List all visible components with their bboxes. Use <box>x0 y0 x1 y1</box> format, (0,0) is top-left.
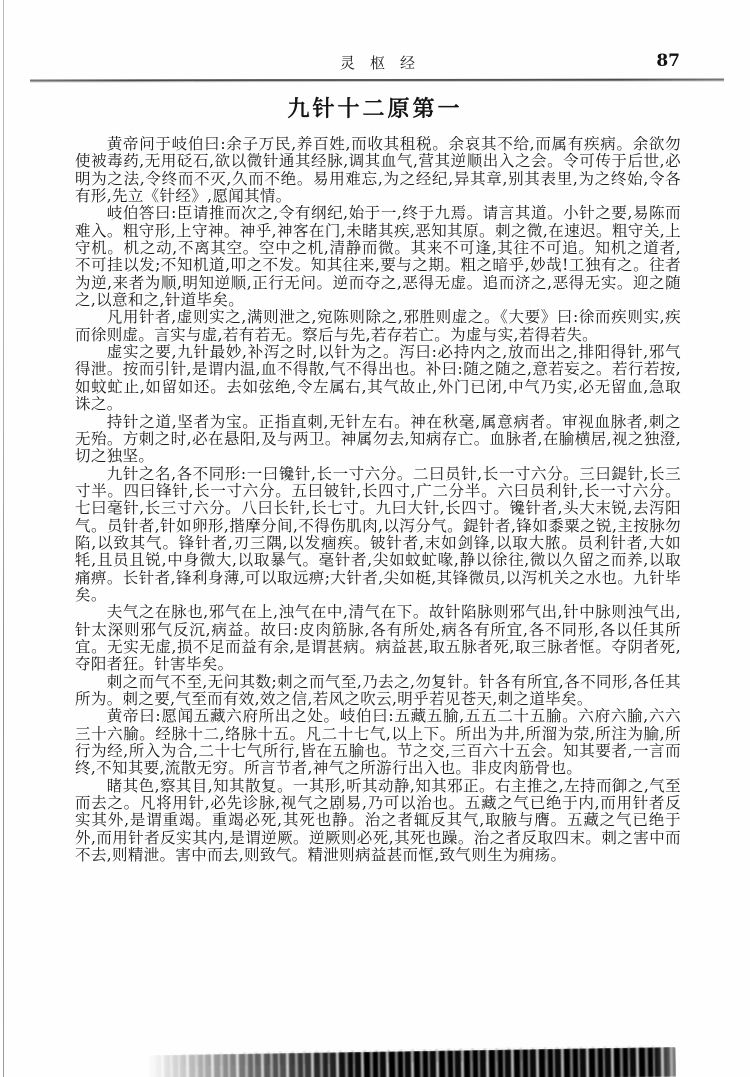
body-paragraph: 夫气之在脉也,邪气在上,浊气在中,清气在下。故针陷脉则邪气出,针中脉则浊气出,针太深则邪气反沉,病益。故曰:皮肉筋脉,各有所处,病各有所宜,各不同形,各以任其所宜。无实无虚,损不足而益有余,是谓甚病。病益甚,取五脉者死,取三脉者恇。夺阴者死,夺阳者狂。针害毕矣。 <box>75 603 681 674</box>
body-paragraph: 黄帝问于岐伯曰:余子万民,养百姓,而收其租税。余哀其不给,而属有疾病。余欲勿使被毒药,无用砭石,欲以微针通其经脉,调其血气,营其逆顺出入之会。令可传于后世,必明为之法,令终而不灭,久而不绝。易用难忘,为之经纪,异其章,别其表里,为之终始,令各有形,先立《针经》,愿闻其情。 <box>75 135 681 206</box>
scan-edge-artifact <box>3 0 4 1077</box>
body-paragraph: 黄帝曰:愿闻五藏六府所出之处。岐伯曰:五藏五腧,五五二十五腧。六府六腧,六六三十六腧。经脉十二,络脉十五。凡二十七气,以上下。所出为井,所溜为荥,所注为腧,所行为经,所入为合,二十七气所行,皆在五腧也。节之交,三百六十五会。知其要者,一言而终,不知其要,流散无穷。所言节者,神气之所游行出入也。非皮肉筋骨也。 <box>75 707 681 778</box>
header-rule <box>30 79 724 82</box>
page-number: 87 <box>656 51 680 71</box>
body-paragraph: 睹其色,察其目,知其散复。一其形,听其动静,知其邪正。右主推之,左持而御之,气至而去之。凡将用针,必先诊脉,视气之剧易,乃可以治也。五藏之气已绝于内,而用针者反实其外,是谓重竭。重竭必死,其死也静。治之者辄反其气,取腋与膺。五藏之气已绝于外,而用针者反实其内,是谓逆厥。逆厥则必死,其死也躁。治之者反取四末。刺之害中而不去,则精泄。害中而去,则致气。精泄则病益甚而恇,致气则生为痈疡。 <box>75 776 681 865</box>
body-paragraph: 持针之道,坚者为宝。正指直刺,无针左右。神在秋毫,属意病者。审视血脉者,刺之无殆。方刺之时,必在悬阳,及与两卫。神属勿去,知病存亡。血脉者,在腧横居,视之独澄,切之独坚。 <box>75 412 681 466</box>
body-paragraph: 岐伯答曰:臣请推而次之,令有纲纪,始于一,终于九焉。请言其道。小针之要,易陈而难入。粗守形,上守神。神乎,神客在门,未睹其疾,恶知其原。刺之微,在速迟。粗守关,上守机。机之动,不离其空。空中之机,清静而微。其来不可逢,其往不可追。知机之道者,不可挂以发;不知机道,叩之不发。知其往来,要与之期。粗之暗乎,妙哉!工独有之。往者为逆,来者为顺,明知逆顺,正行无问。逆而夺之,恶得无虚。追而济之,恶得无实。迎之随之,以意和之,针道毕矣。 <box>75 204 681 310</box>
chapter-title: 九针十二原第一 <box>287 96 463 122</box>
body-text <box>75 136 681 864</box>
body-paragraph: 凡用针者,虚则实之,满则泄之,宛陈则除之,邪胜则虚之。《大要》曰:徐而疾则实,疾而徐则虚。言实与虚,若有若无。察后与先,若存若亡。为虚与实,若得若失。 <box>75 308 681 344</box>
page-header <box>75 52 680 72</box>
book-title: 灵枢经 <box>339 54 430 72</box>
body-paragraph: 刺之而气不至,无问其数;刺之而气至,乃去之,勿复针。针各有所宜,各不同形,各任其所为。刺之要,气至而有效,效之信,若风之吹云,明乎若见苍天,刺之道毕矣。 <box>75 672 681 708</box>
body-paragraph: 九针之名,各不同形:一曰镵针,长一寸六分。二曰员针,长一寸六分。三曰鍉针,长三寸半。四曰锋针,长一寸六分。五曰铍针,长四寸,广二分半。六曰员利针,长一寸六分。七曰毫针,长三寸六分。八曰长针,长七寸。九曰大针,长四寸。镵针者,头大末锐,去泻阳气。员针者,针如卵形,揩摩分间,不得伤肌肉,以泻分气。鍉针者,锋如黍粟之锐,主按脉勿陷,以致其气。锋针者,刃三隅,以发痼疾。铍针者,末如剑锋,以取大脓。员利针者,大如牦,且员且锐,中身微大,以取暴气。毫针者,尖如蚊虻喙,静以徐往,微以久留之而养,以取痛痹。长针者,锋利身薄,可以取远痹;大针者,尖如梃,其锋微员,以泻机关之水也。九针毕矣。 <box>75 464 681 604</box>
body-paragraph: 虚实之要,九针最妙,补泻之时,以针为之。泻曰:必持内之,放而出之,排阳得针,邪气得泄。按而引针,是谓内温,血不得散,气不得出也。补曰:随之随之,意若妄之。若行若按,如蚊虻止,如留如还。去如弦绝,令左属右,其气故止,外门已闭,中气乃实,必无留血,急取诛之。 <box>75 343 681 414</box>
